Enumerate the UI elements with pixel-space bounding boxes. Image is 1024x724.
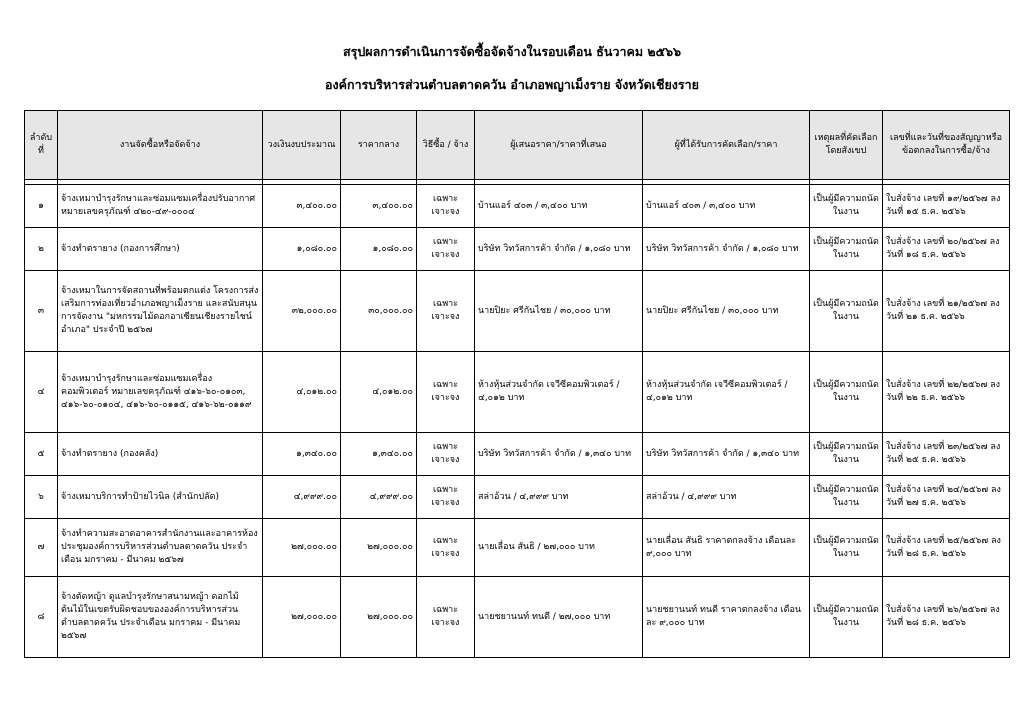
- cell-reason: เป็นผู้มีความถนัดในงาน: [810, 433, 883, 476]
- cell-budget: ๒๗,๐๐๐.๐๐: [263, 577, 341, 658]
- cell-bidder: ห้างหุ้นส่วนจำกัด เจวีซีคอมพิวเตอร์ / ๔,๐๑๒ บาท: [475, 352, 643, 433]
- cell-reason: เป็นผู้มีความถนัดในงาน: [810, 228, 883, 271]
- cell-median: ๔,๙๙๙.๐๐: [341, 476, 417, 519]
- header-cell: เลขที่และวันที่ของสัญญาหรือข้อตกลงในการซื้อ/จ้าง: [883, 111, 1010, 180]
- cell-no: ๒: [25, 228, 58, 271]
- cell-reason: เป็นผู้มีความถนัดในงาน: [810, 271, 883, 352]
- cell-method: เฉพาะเจาะจง: [417, 433, 475, 476]
- header-cell: เหตุผลที่คัดเลือกโดยสังเขป: [810, 111, 883, 180]
- cell-method: เฉพาะเจาะจง: [417, 476, 475, 519]
- cell-winner: บริษัท วิทวัสการค้า จำกัด / ๑,๐๘๐ บาท: [643, 228, 810, 271]
- header-cell: ราคากลาง: [341, 111, 417, 180]
- cell-contract: ใบสั่งจ้าง เลขที่ ๒๒/๒๕๖๗ ลงวันที่ ๒๒ ธ.ค. ๒๕๖๖: [883, 352, 1010, 433]
- cell-item: จ้างเหมาบำรุงรักษาและซ่อมแซมเครื่องปรับอากาศ หมายเลขครุภัณฑ์ ๔๒๐-๔๙-๐๐๐๔: [58, 185, 263, 228]
- document-title: สรุปผลการดำเนินการจัดซื้อจัดจ้างในรอบเดือน ธันวาคม ๒๕๖๖: [342, 44, 682, 59]
- cell-item: จ้างเหมาบำรุงรักษาและซ่อมแซมเครื่องคอมพิวเตอร์ หมายเลขครุภัณฑ์ ๔๑๖-๖๐-๐๑๐๓, ๔๑๖-๖๐-๐๑๐๔, ๔๑๖-๖๐-๐๑๑๕, ๔๑๖-๖๒-๐๑๑๙: [58, 352, 263, 433]
- cell-budget: ๓๒,๐๐๐.๐๐: [263, 271, 341, 352]
- cell-budget: ๔,๐๑๒.๐๐: [263, 352, 341, 433]
- cell-bidder: สล่าอ้วน / ๔,๙๙๙ บาท: [475, 476, 643, 519]
- cell-winner: นายปิยะ ศรีกันไชย / ๓๐,๐๐๐ บาท: [643, 271, 810, 352]
- cell-contract: ใบสั่งจ้าง เลขที่ ๑๙/๒๕๖๗ ลงวันที่ ๑๕ ธ.ค. ๒๕๖๖: [883, 185, 1010, 228]
- table-row: [25, 185, 1010, 228]
- table-row: [25, 433, 1010, 476]
- cell-no: ๑: [25, 185, 58, 228]
- cell-median: ๑,๓๔๐.๐๐: [341, 433, 417, 476]
- cell-budget: ๔,๙๙๙.๐๐: [263, 476, 341, 519]
- table-row: [25, 577, 1010, 658]
- table-row: [25, 228, 1010, 271]
- cell-winner: สล่าอ้วน / ๔,๙๙๙ บาท: [643, 476, 810, 519]
- cell-item: จ้างทำความสะอาดอาคารสำนักงานและอาคารห้องประชุมองค์การบริหารส่วนตำบลตาดควัน ประจำเดือน มกราคม - มีนาคม ๒๕๖๗: [58, 519, 263, 577]
- cell-median: ๓,๔๐๐.๐๐: [341, 185, 417, 228]
- cell-method: เฉพาะเจาะจง: [417, 519, 475, 577]
- cell-reason: เป็นผู้มีความถนัดในงาน: [810, 185, 883, 228]
- cell-no: ๔: [25, 352, 58, 433]
- cell-item: จ้างเหมาในการจัดสถานที่พร้อมตกแต่ง โครงการส่งเสริมการท่องเที่ยวอำเภอพญาเม็งราย และสนับสนุนการจัดงาน "มหกรรมไม้ดอกอาเซียนเชียงรายไชน์อำเภอ" ประจำปี ๒๕๖๗: [58, 271, 263, 352]
- cell-no: ๖: [25, 476, 58, 519]
- cell-budget: ๑,๓๔๐.๐๐: [263, 433, 341, 476]
- procurement-table: [24, 110, 1010, 658]
- cell-item: จ้างทำตรายาง (กองการศึกษา): [58, 228, 263, 271]
- cell-budget: ๑,๐๘๐.๐๐: [263, 228, 341, 271]
- table-row: [25, 271, 1010, 352]
- cell-method: เฉพาะเจาะจง: [417, 271, 475, 352]
- cell-budget: ๓,๔๐๐.๐๐: [263, 185, 341, 228]
- cell-winner: ห้างหุ้นส่วนจำกัด เจวีซีคอมพิวเตอร์ / ๔,๐๑๒ บาท: [643, 352, 810, 433]
- cell-median: ๔,๐๑๒.๐๐: [341, 352, 417, 433]
- cell-median: ๑,๐๘๐.๐๐: [341, 228, 417, 271]
- cell-no: ๕: [25, 433, 58, 476]
- header-cell: ผู้เสนอราคา/ราคาที่เสนอ: [475, 111, 643, 180]
- cell-method: เฉพาะเจาะจง: [417, 352, 475, 433]
- header-cell: ลำดับที่: [25, 111, 58, 180]
- cell-bidder: บริษัท วิทวัสการค้า จำกัด / ๑,๐๘๐ บาท: [475, 228, 643, 271]
- cell-contract: ใบสั่งจ้าง เลขที่ ๒๐/๒๕๖๗ ลงวันที่ ๑๘ ธ.ค. ๒๕๖๖: [883, 228, 1010, 271]
- cell-no: ๓: [25, 271, 58, 352]
- cell-median: ๓๐,๐๐๐.๐๐: [341, 271, 417, 352]
- header-cell: วงเงินงบประมาณ: [263, 111, 341, 180]
- cell-method: เฉพาะเจาะจง: [417, 185, 475, 228]
- header-cell: วิธีซื้อ / จ้าง: [417, 111, 475, 180]
- cell-item: จ้างตัดหญ้า ดูแลบำรุงรักษาสนามหญ้า ดอกไม้ ต้นไม้ในเขตรับผิดชอบขององค์การบริหารส่วนตำบลตาดควัน ประจำเดือน มกราคม - มีนาคม ๒๕๖๗: [58, 577, 263, 658]
- cell-bidder: บริษัท วิทวัสการค้า จำกัด / ๑,๓๔๐ บาท: [475, 433, 643, 476]
- cell-reason: เป็นผู้มีความถนัดในงาน: [810, 519, 883, 577]
- cell-reason: เป็นผู้มีความถนัดในงาน: [810, 352, 883, 433]
- cell-winner: บ้านแอร์ ๔๐๓ / ๓,๔๐๐ บาท: [643, 185, 810, 228]
- cell-method: เฉพาะเจาะจง: [417, 228, 475, 271]
- cell-bidder: นายปิยะ ศรีกันไชย / ๓๐,๐๐๐ บาท: [475, 271, 643, 352]
- cell-median: ๒๗,๐๐๐.๐๐: [341, 577, 417, 658]
- cell-contract: ใบสั่งจ้าง เลขที่ ๒๓/๒๕๖๗ ลงวันที่ ๒๕ ธ.ค. ๒๕๖๖: [883, 433, 1010, 476]
- cell-bidder: บ้านแอร์ ๔๐๓ / ๓,๔๐๐ บาท: [475, 185, 643, 228]
- table-header-row: [25, 111, 1010, 180]
- table-row: [25, 352, 1010, 433]
- header-cell: ผู้ที่ได้รับการคัดเลือก/ราคา: [643, 111, 810, 180]
- table-row: [25, 476, 1010, 519]
- cell-reason: เป็นผู้มีความถนัดในงาน: [810, 577, 883, 658]
- cell-item: จ้างเหมาบริการทำป้ายไวนิล (สำนักปลัด): [58, 476, 263, 519]
- cell-method: เฉพาะเจาะจง: [417, 577, 475, 658]
- document-subtitle: องค์การบริหารส่วนตำบลตาดควัน อำเภอพญาเม็งราย จังหวัดเชียงราย: [325, 77, 699, 92]
- cell-contract: ใบสั่งจ้าง เลขที่ ๒๕/๒๕๖๗ ลงวันที่ ๒๘ ธ.ค. ๒๕๖๖: [883, 519, 1010, 577]
- header-cell: งานจัดซื้อหรือจัดจ้าง: [58, 111, 263, 180]
- cell-no: ๗: [25, 519, 58, 577]
- cell-contract: ใบสั่งจ้าง เลขที่ ๒๖/๒๕๖๗ ลงวันที่ ๒๘ ธ.ค. ๒๕๖๖: [883, 577, 1010, 658]
- cell-reason: เป็นผู้มีความถนัดในงาน: [810, 476, 883, 519]
- cell-winner: นายชยานนท์ ทนดี ราคาตกลงจ้าง เดือนละ ๙,๐๐๐ บาท: [643, 577, 810, 658]
- cell-median: ๒๗,๐๐๐.๐๐: [341, 519, 417, 577]
- cell-winner: นายเลื่อน สันธิ ราคาตกลงจ้าง เดือนละ ๙,๐๐๐ บาท: [643, 519, 810, 577]
- cell-contract: ใบสั่งจ้าง เลขที่ ๒๑/๒๕๖๗ ลงวันที่ ๒๑ ธ.ค. ๒๕๖๖: [883, 271, 1010, 352]
- cell-no: ๘: [25, 577, 58, 658]
- cell-winner: บริษัท วิทวัสการค้า จำกัด / ๑,๓๔๐ บาท: [643, 433, 810, 476]
- cell-item: จ้างทำตรายาง (กองคลัง): [58, 433, 263, 476]
- table-row: [25, 519, 1010, 577]
- cell-budget: ๒๗,๐๐๐.๐๐: [263, 519, 341, 577]
- cell-bidder: นายเลื่อน สันธิ / ๒๗,๐๐๐ บาท: [475, 519, 643, 577]
- cell-bidder: นายชยานนท์ ทนดี / ๒๗,๐๐๐ บาท: [475, 577, 643, 658]
- cell-contract: ใบสั่งจ้าง เลขที่ ๒๔/๒๕๖๗ ลงวันที่ ๒๗ ธ.ค. ๒๕๖๖: [883, 476, 1010, 519]
